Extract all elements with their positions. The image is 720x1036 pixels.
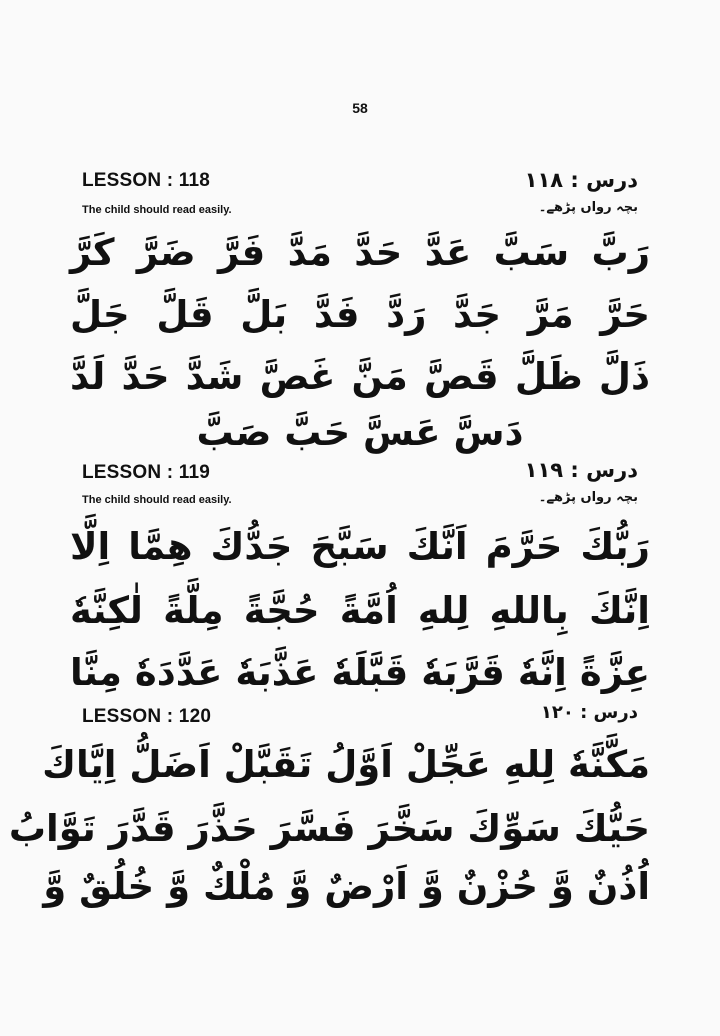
lesson-119-title: LESSON : 119 [82, 462, 211, 483]
lesson-119-urdu-subtitle: بچہ رواں پڑھے۔ [538, 490, 638, 505]
lesson-118-row: دَسَّ عَسَّ حَبَّ صَبَّ [196, 411, 524, 454]
lesson-118-dars: درس : ۱۱۸ [524, 168, 638, 192]
lesson-120-dars: درس : ۱۲۰ [540, 702, 638, 723]
lesson-118-subtitle: The child should read easily. [82, 204, 232, 216]
page-number: 58 [352, 100, 368, 116]
lesson-119-row: اِنَّكَ بِاللهِ لِلهِ اُمَّةً حُجَّةً مِلَّةً لٰكِنَّهٗ [70, 589, 650, 632]
lesson-119-row: عِزَّةً اِنَّهٗ قَرَّبَهٗ قَبَّلَهٗ عَذَّبَهٗ عَدَّدَهٗ مِنَّا [70, 651, 650, 694]
lesson-120-title: LESSON : 120 [82, 706, 212, 727]
lesson-118-row: رَبَّ سَبَّ عَدَّ حَدَّ مَدَّ فَرَّ ضَرَّ كَرَّ [70, 231, 650, 274]
lesson-118-row: ذَلَّ ظَلَّ قَصَّ مَنَّ غَصَّ شَدَّ حَدَّ لَدَّ [70, 355, 650, 398]
lesson-118-row: حَرَّ مَرَّ جَدَّ رَدَّ فَدَّ بَلَّ قَلَّ جَلَّ [70, 293, 650, 336]
lesson-119-row: رَبُّكَ حَرَّمَ اَنَّكَ سَبَّحَ جَدُّكَ هِمَّا اِلَّا [70, 525, 650, 568]
lesson-119-dars: درس : ۱۱۹ [524, 458, 638, 482]
lesson-118-urdu-subtitle: بچہ رواں پڑھے۔ [538, 200, 638, 215]
lesson-120-row: اُذُنٌ وَّ حُزْنٌ وَّ اَرْضٌ وَّ مُلْكٌ وَّ خُلُقٌ وَّ [43, 865, 650, 908]
lesson-119-subtitle: The child should read easily. [82, 494, 232, 506]
lesson-120-row: مَكَّنَّهٗ لِلهِ عَجِّلْ اَوَّلُ تَقَبَّلْ اَضَلُّ اِيَّاكَ [42, 743, 650, 786]
lesson-120-row: حَيُّكَ سَوِّكَ سَخَّرَ فَسَّرَ حَذَّرَ قَدَّرَ تَوَّابُ [8, 807, 650, 850]
lesson-118-title: LESSON : 118 [82, 170, 211, 191]
